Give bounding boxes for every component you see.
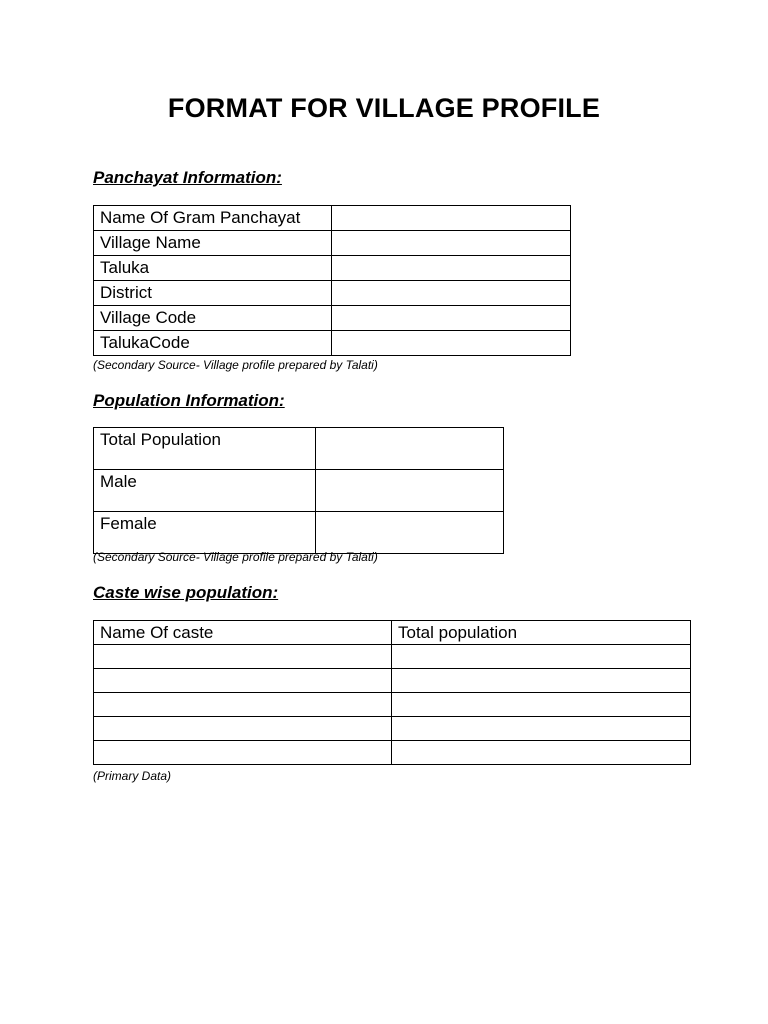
caste-name-field[interactable] (94, 693, 392, 717)
caste-name-header: Name Of caste (94, 621, 392, 645)
table-row (94, 669, 691, 693)
table-row (94, 231, 571, 256)
panchayat-table (93, 205, 571, 356)
panchayat-label-cell: Village Code (94, 306, 332, 331)
panchayat-label-cell: TalukaCode (94, 331, 332, 356)
taluka-code-field[interactable] (332, 331, 571, 356)
gram-panchayat-name-field[interactable] (332, 206, 571, 231)
caste-name-field[interactable] (94, 741, 392, 765)
table-row (94, 428, 504, 470)
table-header-row (94, 621, 691, 645)
table-row (94, 645, 691, 669)
population-label-cell: Male (94, 470, 316, 512)
table-row (94, 741, 691, 765)
panchayat-label-cell: Name Of Gram Panchayat (94, 206, 332, 231)
caste-name-field[interactable] (94, 645, 392, 669)
panchayat-label-cell: Taluka (94, 256, 332, 281)
panchayat-heading: Panchayat Information: (93, 168, 282, 187)
table-row (94, 693, 691, 717)
taluka-field[interactable] (332, 256, 571, 281)
table-row (94, 206, 571, 231)
caste-total-field[interactable] (392, 741, 691, 765)
population-label-cell: Total Population (94, 428, 316, 470)
panchayat-source-note: (Secondary Source- Village profile prepared by Talati) (93, 358, 378, 372)
female-population-field[interactable] (316, 512, 504, 554)
caste-name-field[interactable] (94, 669, 392, 693)
page-title: FORMAT FOR VILLAGE PROFILE (167, 93, 601, 123)
village-name-field[interactable] (332, 231, 571, 256)
population-heading: Population Information: (93, 391, 285, 410)
caste-heading: Caste wise population: (93, 583, 279, 602)
table-row (94, 306, 571, 331)
table-row (94, 512, 504, 554)
table-row (94, 717, 691, 741)
total-population-field[interactable] (316, 428, 504, 470)
table-row (94, 256, 571, 281)
population-label-cell: Female (94, 512, 316, 554)
population-source-note: (Secondary Source- Village profile prepared by Talati) (93, 550, 378, 564)
caste-total-field[interactable] (392, 717, 691, 741)
caste-name-field[interactable] (94, 717, 392, 741)
caste-total-field[interactable] (392, 669, 691, 693)
table-row (94, 331, 571, 356)
population-table (93, 427, 504, 554)
caste-source-note: (Primary Data) (93, 769, 172, 783)
male-population-field[interactable] (316, 470, 504, 512)
panchayat-label-cell: Village Name (94, 231, 332, 256)
district-field[interactable] (332, 281, 571, 306)
caste-total-header: Total population (392, 621, 691, 645)
panchayat-label-cell: District (94, 281, 332, 306)
table-row (94, 470, 504, 512)
caste-total-field[interactable] (392, 693, 691, 717)
caste-total-field[interactable] (392, 645, 691, 669)
table-row (94, 281, 571, 306)
village-code-field[interactable] (332, 306, 571, 331)
caste-table (93, 620, 691, 765)
